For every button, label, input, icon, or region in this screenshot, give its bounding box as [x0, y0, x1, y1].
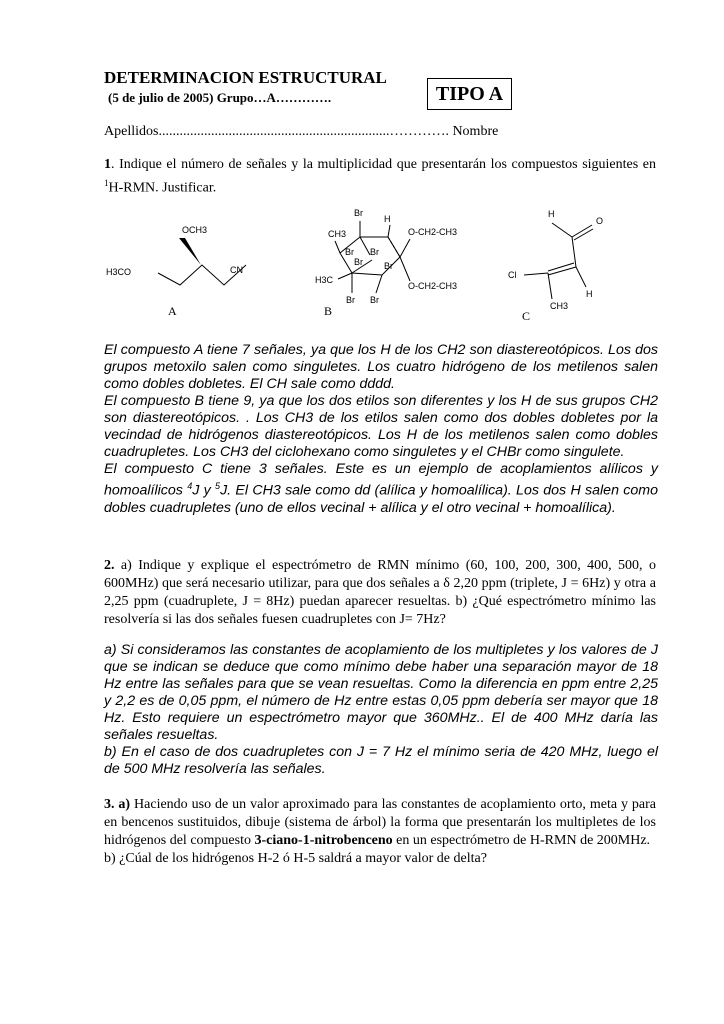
svg-text:CH3: CH3 [328, 229, 347, 239]
question-1-sup: 1 [104, 178, 109, 188]
structure-a [100, 215, 260, 325]
answer-2-b: b) En el caso de dos cuadrupletes con J = 7 Hz el mínimo seria de 420 MHz, luego el de 500 MHz resolvería las señales. [104, 744, 658, 777]
answer-1-c: El compuesto C tiene 3 señales. Este es un ejemplo de acoplamientos alílicos y homoalílicos $^4$J y $^5$J. El CH3 sale como dd (alílica y homoalílica). Los dos H salen como dobles cuadrupletes (uno de ellos vecinal + alílica y el otro vecinal + homoalílica). [104, 461, 658, 516]
svg-text:O-CH2-CH3: O-CH2-CH3 [408, 281, 458, 291]
structure-b-label: B [324, 304, 333, 318]
svg-text:O-CH2-CH3: O-CH2-CH3 [408, 227, 458, 237]
svg-text:Cl: Cl [508, 270, 517, 280]
question-3: 3. a) Haciendo uso de un valor aproximado para las constantes de acoplamiento orto, meta y para en bencenos sustituidos, dibuje (sistema de árbol) la forma que presentarán los multipletes de los hidrógenos del compuesto 3-ciano-1-nitrobenceno en un espectrómetro de H-RMN de 200MHz. b) ¿Cúal de los hidrógenos H-2 ó H-5 saldrá a mayor valor de delta? [104, 797, 657, 866]
svg-text:Br: Br [354, 208, 363, 218]
answer-1-a: El compuesto A tiene 7 señales, ya que los H de los CH2 son diastereotópicos. Los dos grupos metoxilo salen como singuletes. Los cuatro hidrógeno de los metilenos salen como dobles dobletes. El CH sale como dddd. [104, 342, 658, 392]
question-1 [104, 156, 656, 198]
question-3-b: b) ¿Cúal de los hidrógenos H-2 ó H-5 saldrá a mayor valor de delta? [104, 851, 487, 866]
answer-1-b: El compuesto B tiene 9, ya que los dos etilos son diferentes y los H de sus grupos CH2 son diastereotópicos. . Los CH3 de los etilos salen como dos dobles dobletes por la vecindad de hidrógenos diastereotópicos. Los H de los metilenos salen como dobles cuadrupletes. Los CH3 del ciclohexano como singuletes y el CHBr como singulete. [104, 393, 658, 460]
svg-text:H: H [548, 209, 555, 219]
document-subtitle: (5 de julio de 2005) Grupo…A…………. [108, 90, 332, 105]
question-2-number: 2. [104, 558, 115, 573]
question-1-text: . Indique el número de señales y la multiplicidad que presentarán los compuestos siguientes en [111, 157, 656, 172]
svg-text:Br: Br [354, 257, 363, 267]
question-2 [104, 557, 656, 629]
svg-text:CH3: CH3 [550, 301, 569, 311]
structure-a-cn: CN [230, 265, 243, 275]
svg-text:H: H [384, 214, 391, 224]
structure-b [310, 205, 480, 320]
svg-text:Br: Br [370, 295, 379, 305]
svg-text:Br: Br [346, 295, 355, 305]
tipo-box: TIPO A [427, 78, 512, 110]
svg-text:Br: Br [370, 247, 379, 257]
structure-a-label: A [168, 304, 177, 318]
question-2-text: a) Indique y explique el espectrómetro de RMN mínimo (60, 100, 200, 300, 400, 500, o 600MHz) que será necesario utilizar, para que dos señales a δ 2,20 ppm (triplete, J = 6Hz) y otra a 2,25 ppm (cuadruplete, J = 8Hz) puedan aparecer resueltas. b) ¿Qué espectrómetro mínimo las resolvería si las dos señales fuesen cuadrupletes con J= 7Hz? [104, 558, 656, 627]
answer-1 [104, 342, 658, 517]
structure-c [500, 205, 620, 325]
structure-a-och3: OCH3 [182, 225, 208, 235]
svg-text:H: H [586, 289, 593, 299]
svg-text:Br: Br [345, 247, 354, 257]
document-title: DETERMINACION ESTRUCTURAL [104, 68, 387, 87]
svg-text:H3C: H3C [315, 275, 334, 285]
question-1-text-b: H-RMN. Justificar. [108, 180, 217, 196]
answer-2 [104, 642, 658, 778]
structure-c-label: C [522, 309, 531, 323]
question-1-number: 1 [104, 157, 111, 172]
svg-text:Br: Br [384, 261, 393, 271]
answer-2-a: a) Si consideramos las constantes de acoplamiento de los multipletes y los valores de J que se indican se deduce que como mínimo debe haber una separación mayor de 18 Hz entre las señales para que se vean resueltas. Como la diferencia en ppm entre 2,25 y 2,2 es de 0,05 ppm, el número de Hz entre estas 0,05 ppm debería ser mayor que 18 Hz. Esto requiere un espectrómetro mayor que 360MHz.. El de 400 MHz daría las señales resueltas. [104, 642, 658, 743]
structure-a-h3co: H3CO [106, 267, 132, 277]
student-line: Apellidos..................................................................…………. Nombre [104, 124, 499, 139]
compound-name: 3-ciano-1-nitrobenceno [254, 833, 393, 848]
svg-text:O: O [596, 216, 604, 226]
question-3-number: 3. [104, 797, 115, 812]
